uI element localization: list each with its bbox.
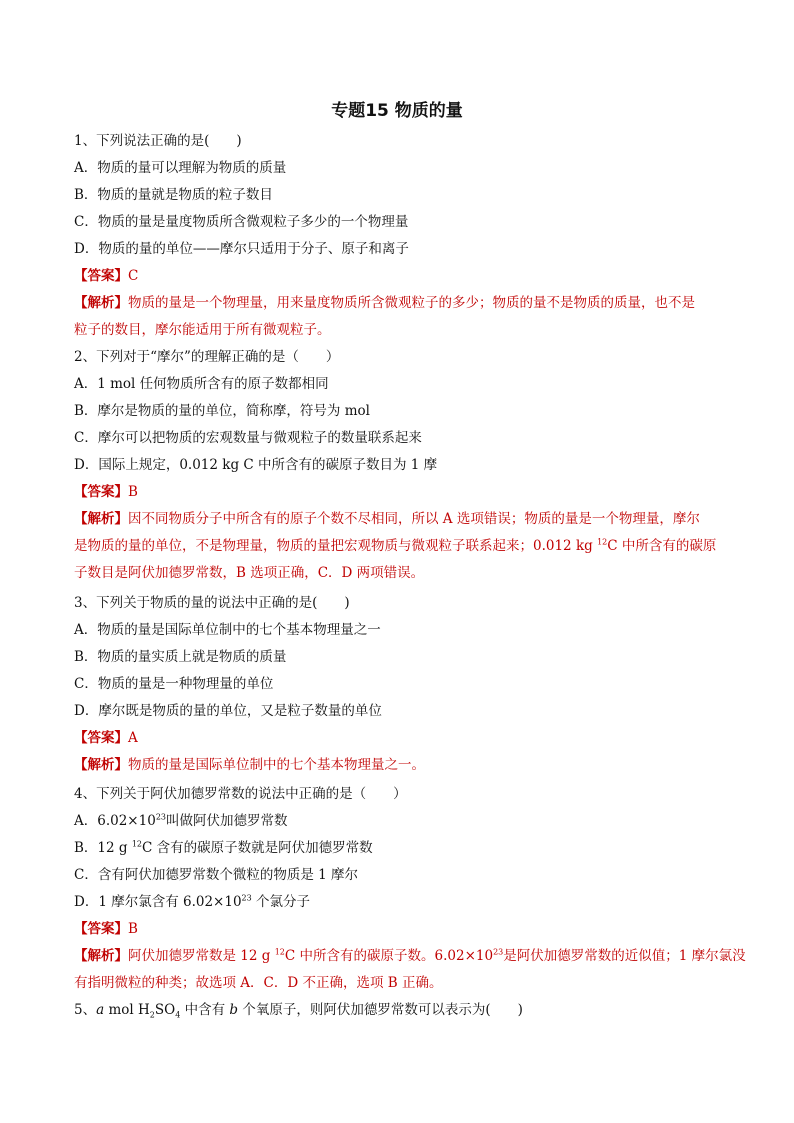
q2-explanation-line-3: 子数目是阿伏加德罗常数，B 选项正确，C．D 两项错误。 — [74, 565, 425, 581]
question-3-stem: 3、下列关于物质的量的说法中正确的是( ) — [74, 595, 350, 611]
q3-explanation: 【解析】物质的量是国际单位制中的七个基本物理量之一。 — [74, 757, 425, 773]
answer-value: B — [128, 921, 138, 937]
q3-option-b: B．物质的量实质上就是物质的质量 — [74, 649, 287, 665]
q1-explanation-line-1: 【解析】物质的量是一个物理量，用来量度物质所含微观粒子的多少；物质的量不是物质的质量，也不是 — [74, 295, 695, 311]
q2-answer — [74, 482, 138, 502]
q3-option-d: D．摩尔既是物质的量的单位，又是粒子数量的单位 — [74, 703, 382, 719]
page-title: 专题15 物质的量 — [331, 101, 463, 121]
q2-option-c: C．摩尔可以把物质的宏观数量与微观粒子的数量联系起来 — [74, 430, 422, 446]
q1-option-a: A．物质的量可以理解为物质的质量 — [74, 160, 287, 176]
explanation-label: 【解析】 — [74, 511, 128, 527]
q1-option-b: B．物质的量就是物质的粒子数目 — [74, 187, 273, 203]
explanation-label: 【解析】 — [74, 295, 128, 311]
q2-option-b: B．摩尔是物质的量的单位，简称摩，符号为 mol — [74, 403, 370, 419]
q2-option-a: A．1 mol 任何物质所含有的原子数都相同 — [74, 376, 329, 392]
answer-label: 【答案】 — [74, 730, 128, 746]
answer-value: A — [128, 730, 138, 746]
answer-label: 【答案】 — [74, 268, 128, 284]
q2-explanation-line-2: 是物质的量的单位，不是物理量，物质的量把宏观物质与微观粒子联系起来；0.012 kg $^{12}$C 中所含有的碳原 — [74, 537, 717, 554]
q2-option-d: D．国际上规定，0.012 kg C 中所含有的碳原子数目为 1 摩 — [74, 457, 438, 473]
q3-answer — [74, 728, 138, 748]
q4-option-b: B．12 g $^{12}$C 含有的碳原子数就是阿伏加德罗常数 — [74, 839, 373, 856]
question-2-stem: 2、下列对于“摩尔”的理解正确的是（ ） — [74, 349, 340, 365]
q1-answer — [74, 266, 138, 286]
q1-explanation-line-2: 粒子的数目，摩尔能适用于所有微观粒子。 — [74, 322, 331, 338]
answer-value: B — [128, 484, 138, 500]
q4-explanation-line-1: 【解析】阿伏加德罗常数是 12 g $^{12}$C 中所含有的碳原子数。$6.02\times 10^{23}$是阿伏加德罗常数的近似值；1 摩尔氯没 — [74, 947, 746, 964]
question-1-stem: 1、下列说法正确的是( ) — [74, 133, 242, 149]
answer-label: 【答案】 — [74, 921, 128, 937]
explanation-label: 【解析】 — [74, 948, 128, 964]
q3-option-a: A．物质的量是国际单位制中的七个基本物理量之一 — [74, 622, 381, 638]
q4-option-d: D．1 摩尔氯含有 $6.02\times 10^{23}$ 个氯分子 — [74, 893, 311, 910]
q4-option-c: C．含有阿伏加德罗常数个微粒的物质是 1 摩尔 — [74, 867, 359, 883]
q3-option-c: C．物质的量是一种物理量的单位 — [74, 676, 274, 692]
explanation-label: 【解析】 — [74, 757, 128, 773]
q4-answer — [74, 919, 138, 939]
q4-explanation-line-2: 有指明微粒的种类；故选项 A．C．D 不正确，选项 B 正确。 — [74, 975, 443, 991]
q1-option-c: C．物质的量是量度物质所含微观粒子多少的一个物理量 — [74, 214, 409, 230]
question-4-stem: 4、下列关于阿伏加德罗常数的说法中正确的是（ ） — [74, 786, 407, 802]
q2-explanation-line-1: 【解析】因不同物质分子中所含有的原子个数不尽相同，所以 A 选项错误；物质的量是一个物理量，摩尔 — [74, 511, 700, 527]
question-5-stem: 5、a mol $H_2SO_4$ 中含有 b 个氧原子，则阿伏加德罗常数可以表示为( ) — [74, 1002, 523, 1020]
answer-label: 【答案】 — [74, 484, 128, 500]
q1-option-d: D．物质的量的单位——摩尔只适用于分子、原子和离子 — [74, 241, 409, 257]
q4-option-a: A．$6.02\times 10^{23}$叫做阿伏加德罗常数 — [74, 812, 288, 829]
answer-value: C — [128, 268, 139, 284]
